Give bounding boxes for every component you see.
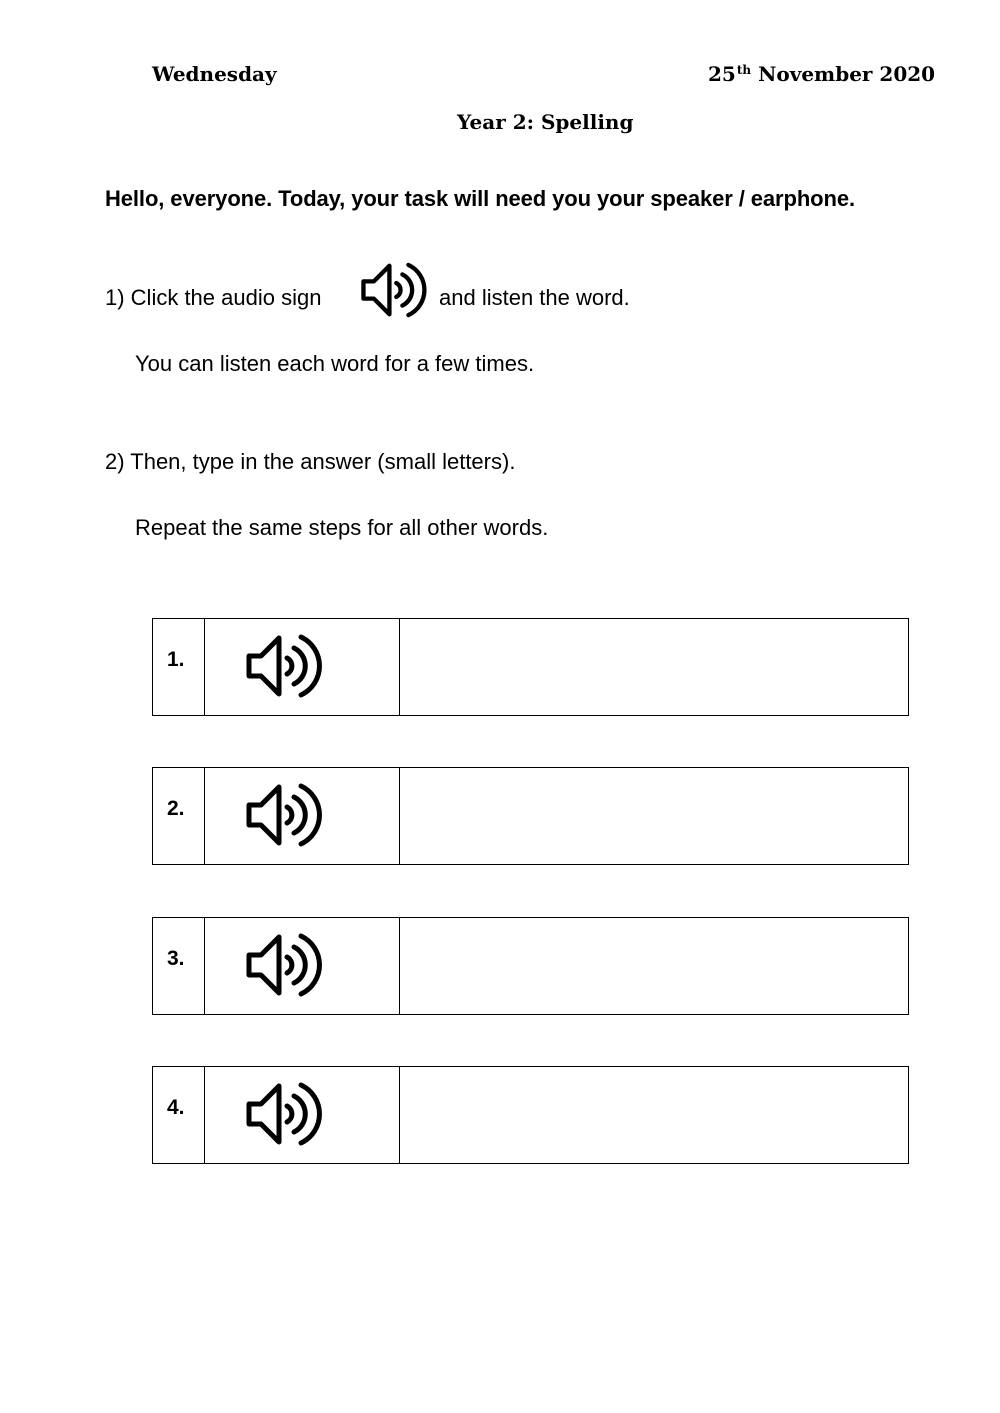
audio-button-2[interactable] [205,768,400,864]
answer-input-1[interactable] [400,619,908,715]
audio-button-1[interactable] [205,619,400,715]
audio-button-3[interactable] [205,918,400,1014]
step1-note: You can listen each word for a few times. [135,351,535,376]
audio-button-4[interactable] [205,1067,400,1163]
worksheet-title: Year 2: Spelling [457,110,634,134]
step2-note: Repeat the same steps for all other words. [135,515,549,540]
step2-text: 2) Then, type in the answer (small letters). [105,449,516,474]
question-row-4 [152,1066,909,1164]
question-row-3 [152,917,909,1015]
answer-cell [400,1067,908,1163]
step1-text: 1) Click the audio sign [105,285,322,310]
question-row-2 [152,767,909,865]
question-number: 1. [153,619,205,715]
speaker-icon[interactable] [241,928,323,1002]
question-number: 2. [153,768,205,864]
answer-cell [400,918,908,1014]
speaker-icon[interactable] [241,1077,323,1151]
question-number: 3. [153,918,205,1014]
day-label: Wednesday [152,62,277,86]
question-row-1 [152,618,909,716]
speaker-icon[interactable] [241,629,323,703]
date-label [708,62,935,86]
answer-cell [400,768,908,864]
greeting-text: Hello, everyone. Today, your task will need you your speaker / earphone. [105,186,856,211]
date-suffix: th [736,63,752,77]
answer-input-3[interactable] [400,918,908,1014]
speaker-icon [356,258,428,322]
answer-input-4[interactable] [400,1067,908,1163]
answer-input-2[interactable] [400,768,908,864]
speaker-icon[interactable] [241,778,323,852]
question-number: 4. [153,1067,205,1163]
step1-text-after: and listen the word. [439,285,630,310]
date-rest: November 2020 [758,62,936,86]
answer-cell [400,619,908,715]
date-day: 25 [708,62,736,86]
